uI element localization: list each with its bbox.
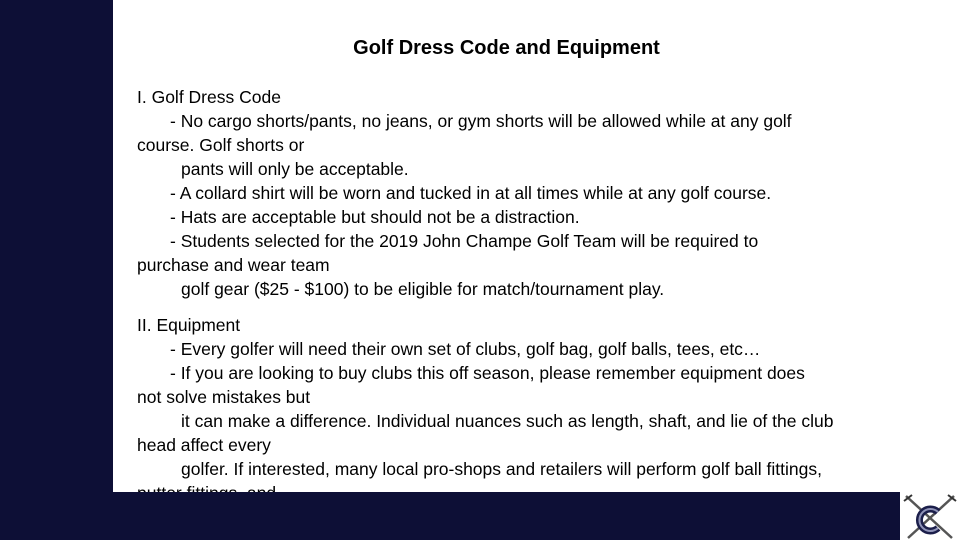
footer-band (113, 492, 900, 540)
dress-code-line: course. Golf shorts or (137, 135, 305, 155)
equipment-line: head affect every (137, 435, 271, 455)
equipment-line: not solve mistakes but (137, 387, 311, 407)
dress-code-line: golf gear ($25 - $100) to be eligible for match/tournament play. (181, 279, 665, 299)
slide-title: Golf Dress Code and Equipment (353, 37, 660, 59)
dress-code-line: - Hats are acceptable but should not be a distraction. (170, 207, 580, 227)
school-logo (900, 492, 960, 540)
dress-code-line: pants will only be acceptable. (181, 159, 409, 179)
equipment-line: it can make a difference. Individual nuances such as length, shaft, and lie of the club (181, 411, 834, 431)
section-heading-equipment: II. Equipment (137, 315, 241, 335)
equipment-line: golfer. If interested, many local pro-shops and retailers will perform golf ball fittings, (181, 459, 822, 479)
dress-code-line: - A collard shirt will be worn and tucked in at all times while at any golf course. (170, 183, 772, 203)
equipment-line: - If you are looking to buy clubs this off season, please remember equipment does (170, 363, 805, 383)
slide-body (137, 85, 937, 529)
equipment-line: - Every golfer will need their own set of clubs, golf bag, golf balls, tees, etc… (170, 339, 761, 359)
crossed-swords-c-logo-icon (900, 492, 960, 540)
left-sidebar-band (0, 0, 113, 540)
section-heading-dress-code: I. Golf Dress Code (137, 87, 281, 107)
dress-code-line: - Students selected for the 2019 John Champe Golf Team will be required to (170, 231, 759, 251)
dress-code-line: - No cargo shorts/pants, no jeans, or gym shorts will be allowed while at any golf (170, 111, 792, 131)
dress-code-line: purchase and wear team (137, 255, 330, 275)
